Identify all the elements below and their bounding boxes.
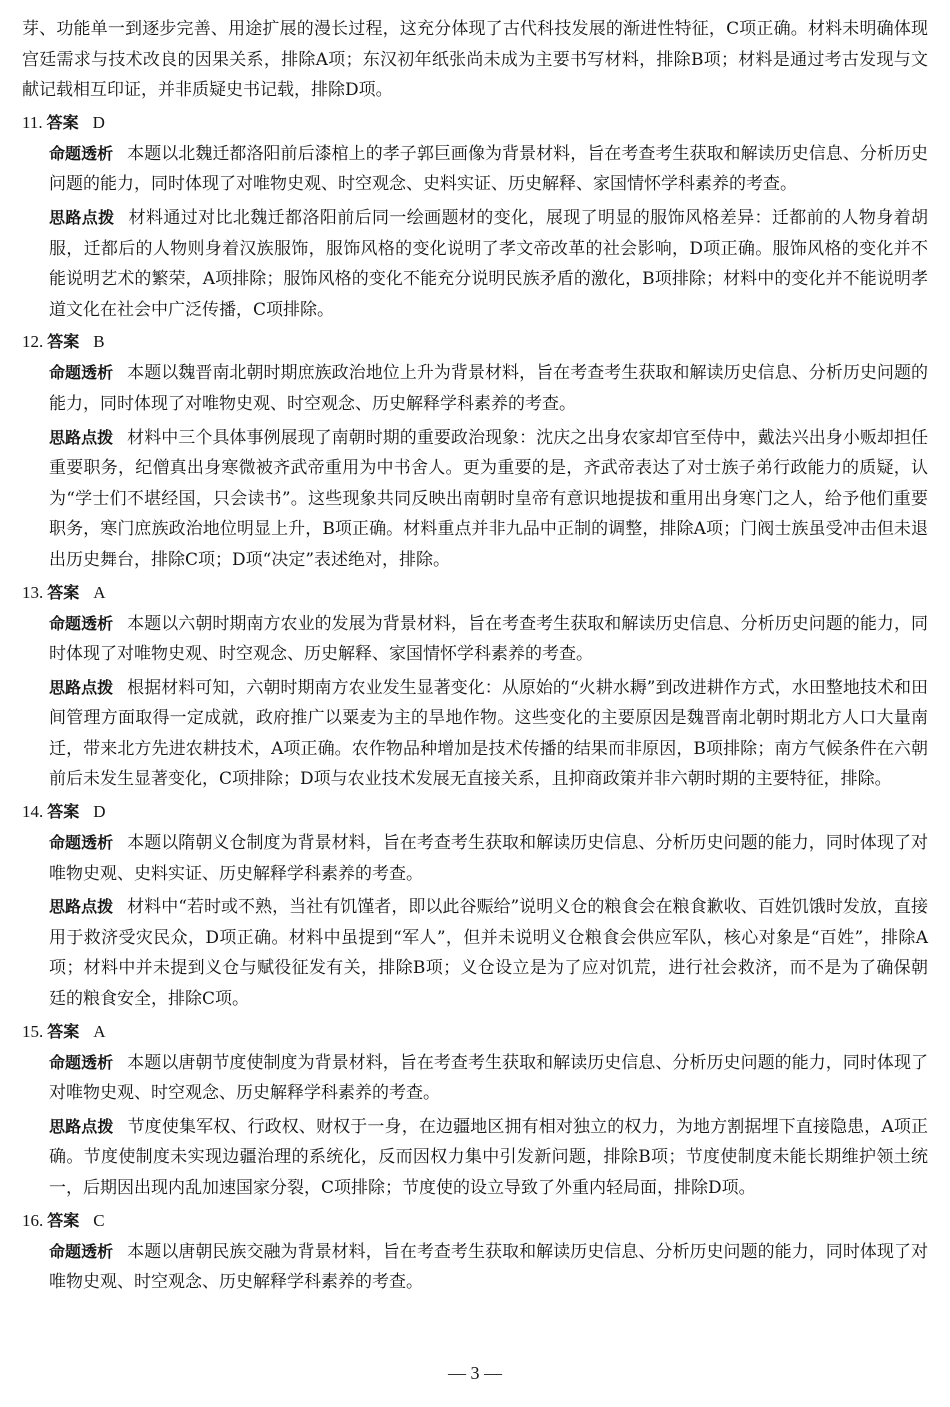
reasoning-text: 材料中三个具体事例展现了南朝时期的重要政治现象：沈庆之出身农家却官至侍中，戴法兴出身小贩却担任重要职务，纪僧真出身寒微被齐武帝重用为中书舍人。更为重要的是，齐武帝表达了对士族子弟行政能力的质疑，认为“学士们不堪经国，只会读书”。这些现象共同反映出南朝时皇帝有意识地提拔和重用出身寒门之人，给予他们重要职务，寒门庶族政治地位明显上升，B项正确。材料重点并非九品中正制的调整，排除A项；门阀士族虽受冲击但未退出历史舞台，排除C项；D项“决定”表述绝对，排除。 — [49, 427, 928, 570]
answer-item — [22, 579, 928, 796]
explanation-block — [22, 828, 928, 1015]
answer-item — [22, 1207, 928, 1298]
answer-letter: D — [92, 112, 105, 132]
page-number: — 3 — — [448, 1363, 502, 1383]
answer-label: 答案 — [46, 112, 79, 132]
question-answer-line — [22, 798, 928, 826]
reasoning-label: 思路点拨 — [49, 897, 114, 917]
question-answer-line — [22, 328, 928, 356]
reasoning-paragraph — [49, 892, 928, 1014]
reasoning-label: 思路点拨 — [49, 207, 115, 227]
insight-paragraph — [49, 1237, 928, 1298]
insight-text: 本题以北魏迁都洛阳前后漆棺上的孝子郭巨画像为背景材料，旨在考查考生获取和解读历史信息、分析历史问题的能力，同时体现了对唯物史观、时空观念、史料实证、历史解释、家国情怀学科素养的考查。 — [49, 143, 928, 195]
answer-item — [22, 798, 928, 1015]
insight-label: 命题透析 — [49, 1052, 114, 1072]
answer-item — [22, 109, 928, 326]
insight-label: 命题透析 — [49, 363, 114, 383]
insight-paragraph — [49, 358, 928, 419]
answer-label: 答案 — [47, 1021, 80, 1041]
reasoning-paragraph — [49, 203, 928, 325]
question-number: 16. — [22, 1210, 44, 1230]
insight-text: 本题以隋朝义仓制度为背景材料，旨在考查考生获取和解读历史信息、分析历史问题的能力，同时体现了对唯物史观、史料实证、历史解释学科素养的考查。 — [49, 833, 928, 884]
question-answer-line — [22, 109, 928, 137]
reasoning-text: 材料通过对比北魏迁都洛阳前后同一绘画题材的变化，展现了明显的服饰风格差异：迁都前的人物身着胡服，迁都后的人物则身着汉族服饰，服饰风格的变化说明了孝文帝改革的社会影响，D项正确。服饰风格的变化并不能说明艺术的繁荣，A项排除；服饰风格的变化不能充分说明民族矛盾的激化，B项排除；材料中的变化并不能说明孝道文化在社会中广泛传播，C项排除。 — [49, 207, 928, 320]
explanation-block — [22, 609, 928, 796]
question-answer-line — [22, 1018, 928, 1046]
answer-letter: D — [93, 802, 106, 822]
reasoning-paragraph — [49, 1112, 928, 1204]
insight-text: 本题以唐朝节度使制度为背景材料，旨在考查考生获取和解读历史信息、分析历史问题的能力，同时体现了对唯物史观、时空观念、历史解释学科素养的考查。 — [49, 1052, 928, 1104]
insight-paragraph — [49, 139, 928, 200]
answer-item — [22, 1018, 928, 1204]
answer-label: 答案 — [47, 332, 80, 352]
reasoning-paragraph — [49, 673, 928, 795]
question-number: 12. — [22, 332, 44, 352]
answer-item — [22, 328, 928, 575]
question-number: 14. — [22, 802, 44, 822]
reasoning-text: 节度使集军权、行政权、财权于一身，在边疆地区拥有相对独立的权力，为地方割据埋下直接隐患，A项正确。节度使制度未实现边疆治理的系统化，反而因权力集中引发新问题，排除B项；节度使制度未能长期维护领土统一，后期因出现内乱加速国家分裂，C项排除；节度使的设立导致了外重内轻局面，排除D项。 — [49, 1116, 928, 1198]
insight-text: 本题以六朝时期南方农业的发展为背景材料，旨在考查考生获取和解读历史信息、分析历史问题的能力，同时体现了对唯物史观、时空观念、历史解释、家国情怀学科素养的考查。 — [49, 613, 928, 665]
explanation-block — [22, 1237, 928, 1298]
question-answer-line — [22, 1207, 928, 1235]
insight-text: 本题以唐朝民族交融为背景材料，旨在考查考生获取和解读历史信息、分析历史问题的能力，同时体现了对唯物史观、时空观念、历史解释学科素养的考查。 — [49, 1241, 928, 1293]
insight-paragraph — [49, 1048, 928, 1109]
insight-paragraph — [49, 828, 928, 889]
answer-letter: B — [93, 332, 105, 352]
answer-label: 答案 — [47, 802, 80, 822]
explanation-block — [22, 358, 928, 575]
reasoning-label: 思路点拨 — [49, 1116, 114, 1136]
answer-letter: C — [93, 1210, 105, 1230]
answer-list — [22, 109, 928, 1298]
insight-label: 命题透析 — [49, 1241, 114, 1261]
reasoning-text: 材料中“若时或不熟，当社有饥馑者，即以此谷赈给”说明义仓的粮食会在粮食歉收、百姓饥饿时发放，直接用于救济受灾民众，D项正确。材料中虽提到“军人”，但并未说明义仓粮食会供应军队，核心对象是“百姓”，排除A项；材料中并未提到义仓与赋役征发有关，排除B项；义仓设立是为了应对饥荒，进行社会救济，而不是为了确保朝廷的粮食安全，排除C项。 — [49, 897, 928, 1010]
question-number: 13. — [22, 582, 44, 602]
explanation-block — [22, 1048, 928, 1204]
reasoning-text: 根据材料可知，六朝时期南方农业发生显著变化：从原始的“火耕水耨”到改进耕作方式，水田整地技术和田间管理方面取得一定成就，政府推广以粟麦为主的旱地作物。这些变化的主要原因是魏晋南北朝时期北方人口大量南迁，带来北方先进农耕技术，A项正确。农作物品种增加是技术传播的结果而非原因，B项排除；南方气候条件在六朝前后未发生显著变化，C项排除；D项与农业技术发展无直接关系，且抑商政策并非六朝时期的主要特征，排除。 — [49, 677, 928, 790]
reasoning-paragraph — [49, 423, 928, 576]
question-answer-line — [22, 579, 928, 607]
question-number: 11. — [22, 112, 43, 132]
question-number: 15. — [22, 1021, 44, 1041]
answer-letter: A — [93, 582, 106, 602]
insight-paragraph — [49, 609, 928, 670]
answer-label: 答案 — [47, 1210, 80, 1230]
explanation-block — [22, 139, 928, 326]
insight-label: 命题透析 — [49, 833, 114, 853]
answer-letter: A — [93, 1021, 106, 1041]
insight-label: 命题透析 — [49, 143, 114, 163]
insight-text: 本题以魏晋南北朝时期庶族政治地位上升为背景材料，旨在考查考生获取和解读历史信息、分析历史问题的能力，同时体现了对唯物史观、时空观念、历史解释学科素养的考查。 — [49, 363, 928, 414]
reasoning-label: 思路点拨 — [49, 427, 114, 447]
reasoning-label: 思路点拨 — [49, 677, 114, 697]
answer-label: 答案 — [47, 582, 80, 602]
intro-paragraph: 芽、功能单一到逐步完善、用途扩展的漫长过程，这充分体现了古代科技发展的渐进性特征，C项正确。材料未明确体现宫廷需求与技术改良的因果关系，排除A项；东汉初年纸张尚未成为主要书写材料，排除B项；材料是通过考古发现与文献记载相互印证，并非质疑史书记载，排除D项。 — [22, 19, 928, 101]
insight-label: 命题透析 — [49, 613, 114, 633]
